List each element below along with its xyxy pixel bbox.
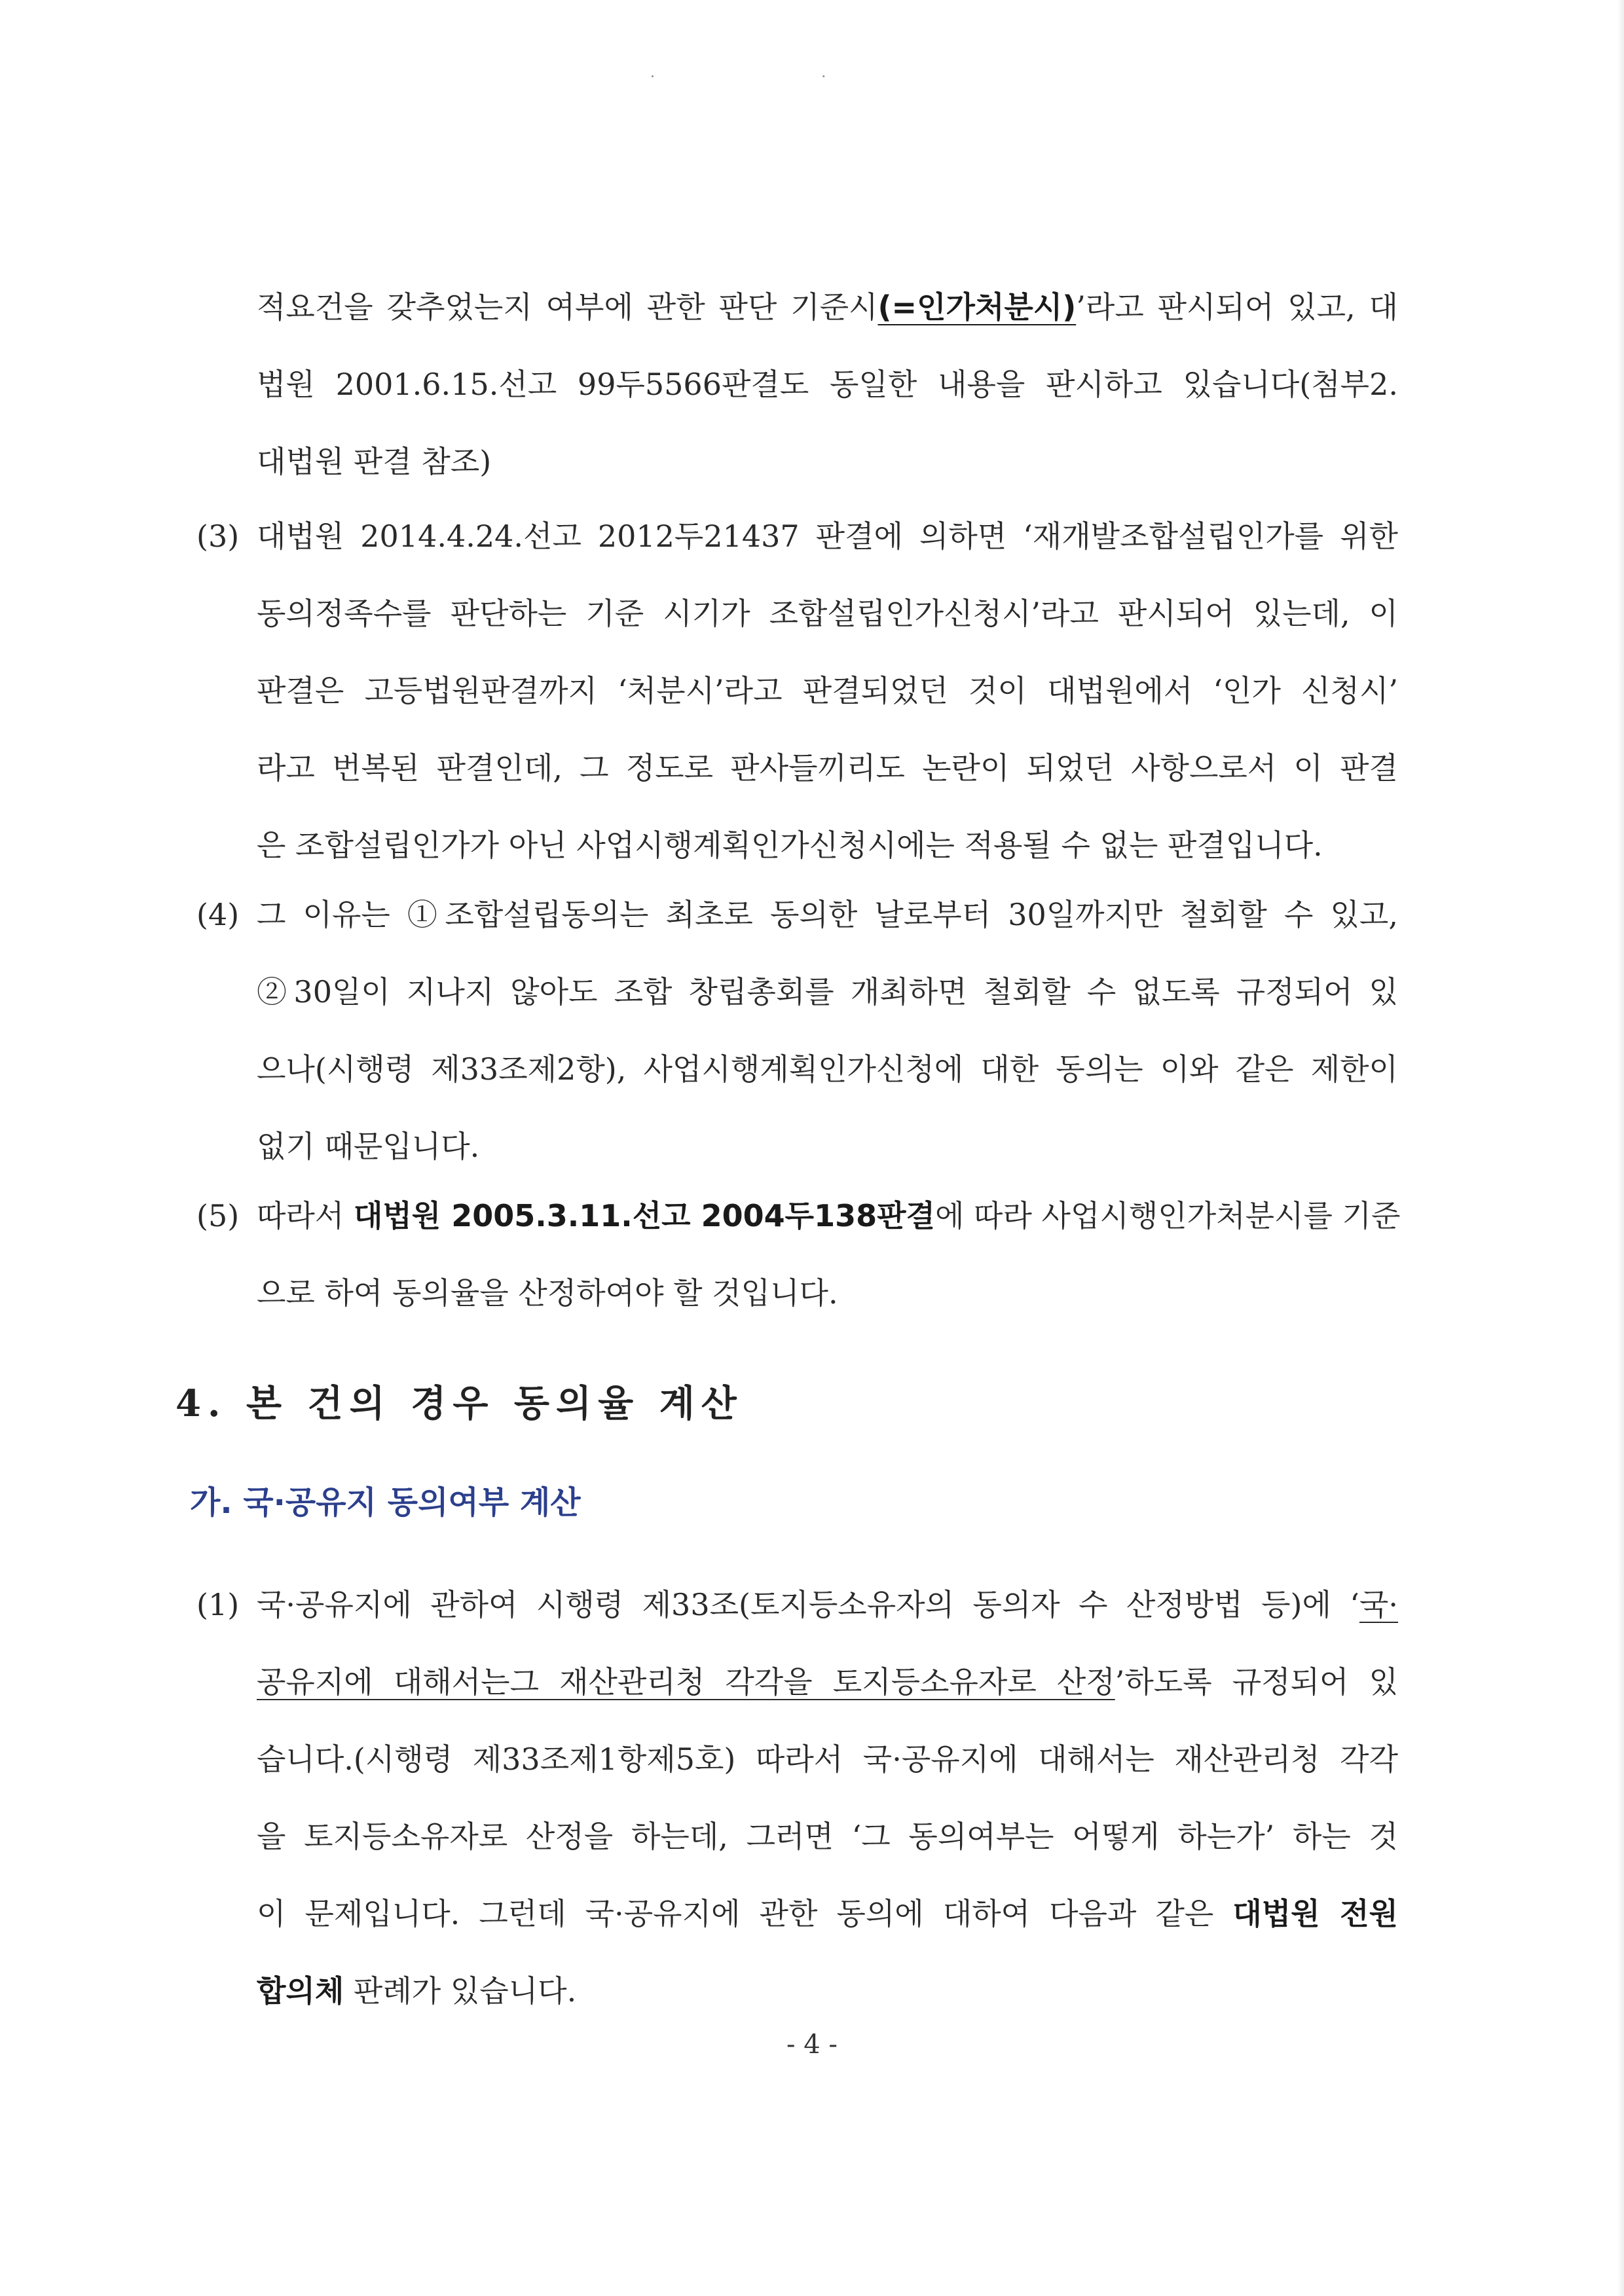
text-line: 습니다.(시행령 제33조제1항제5호) 따라서 국·공유지에 대해서는 재산관리청 각각 [257, 1741, 1398, 1777]
text-line: 법원 2001.6.15.선고 99두5566판결도 동일한 내용을 판시하고 있습니다(첨부2. [257, 367, 1398, 402]
page-number: - 4 - [786, 2030, 838, 2060]
emphasis-text: 대법원 전원 [1232, 1896, 1398, 1931]
text-line: 으로 하여 동의율을 산정하여야 할 것입니다. [257, 1275, 838, 1311]
text-line: 국·공유지에 관하여 시행령 제33조(토지등소유자의 동의자 수 산정방법 등)에 ‘국· [257, 1587, 1398, 1622]
emphasis-text: 대법원 2005.3.11.선고 2004두138판결 [353, 1198, 935, 1233]
text-line: 적요건을 갖추었는지 여부에 관한 판단 기준시(=인가처분시)’라고 판시되어 있고, 대 [257, 289, 1398, 325]
text-line: 대법원 2014.4.24.선고 2012두21437 판결에 의하면 ‘재개발조합설립인가를 위한 [257, 519, 1398, 554]
paragraph-number: (5) [196, 1198, 240, 1233]
text-line: 공유지에 대해서는그 재산관리청 각각을 토지등소유자로 산정’하도록 규정되어 있 [257, 1664, 1398, 1700]
text-line: 라고 번복된 판결인데, 그 정도로 판사들끼리도 논란이 되었던 사항으로서 이 판결 [257, 750, 1398, 786]
paragraph-continuation [196, 268, 1398, 500]
section-heading: 4. 본 건의 경우 동의율 계산 [175, 1382, 743, 1425]
paragraph-5 [196, 1177, 1401, 1332]
emphasis-text: 합의체 [257, 1973, 344, 2009]
text-line: 이 문제입니다. 그런데 국·공유지에 관한 동의에 대하여 다음과 같은 대법원 전원 [257, 1896, 1398, 1931]
text-line: 그 이유는 ①조합설립동의는 최초로 동의한 날로부터 30일까지만 철회할 수 있고, [257, 897, 1398, 932]
text-line: 대법원 판결 참조) [257, 444, 492, 479]
text-line: 을 토지등소유자로 산정을 하는데, 그러면 ‘그 동의여부는 어떻게 하는가’ 하는 것 [257, 1819, 1398, 1854]
text-line: 은 조합설립인가가 아닌 사업시행계획인가신청시에는 적용될 수 없는 판결입니다. [257, 828, 1323, 863]
paragraph-3 [196, 498, 1398, 884]
paragraph-1 [196, 1566, 1398, 2030]
text-line: 동의정족수를 판단하는 기준 시기가 조합설립인가신청시’라고 판시되어 있는데, 이 [257, 596, 1398, 631]
text-line: ②30일이 지나지 않아도 조합 창립총회를 개최하면 철회할 수 없도록 규정되어 있 [257, 974, 1398, 1010]
text-line: 없기 때문입니다. [257, 1129, 480, 1164]
text-line: 판결은 고등법원판결까지 ‘처분시’라고 판결되었던 것이 대법원에서 ‘인가 신청시’ [257, 673, 1398, 708]
subsection-heading: 가. 국·공유지 동의여부 계산 [190, 1484, 581, 1521]
paragraph-number: (3) [196, 519, 240, 554]
text-line: 따라서 대법원 2005.3.11.선고 2004두138판결에 따라 사업시행인가처분시를 기준 [257, 1198, 1401, 1233]
scan-specks: ˙ ˙ [648, 73, 907, 93]
text-line: 으나(시행령 제33조제2항), 사업시행계획인가신청에 대한 동의는 이와 같은 제한이 [257, 1051, 1398, 1087]
scan-edge-shadow [1617, 0, 1624, 2296]
paragraph-4 [196, 876, 1398, 1185]
paragraph-number: (1) [196, 1587, 240, 1622]
text-line: 합의체 판례가 있습니다. [257, 1973, 577, 2009]
paragraph-number: (4) [196, 897, 240, 932]
underlined-text: 국· [1359, 1587, 1398, 1622]
emphasis-text: (=인가처분시) [877, 289, 1077, 325]
underlined-text: 공유지에 대해서는그 재산관리청 각각을 토지등소유자로 산정 [257, 1664, 1115, 1700]
